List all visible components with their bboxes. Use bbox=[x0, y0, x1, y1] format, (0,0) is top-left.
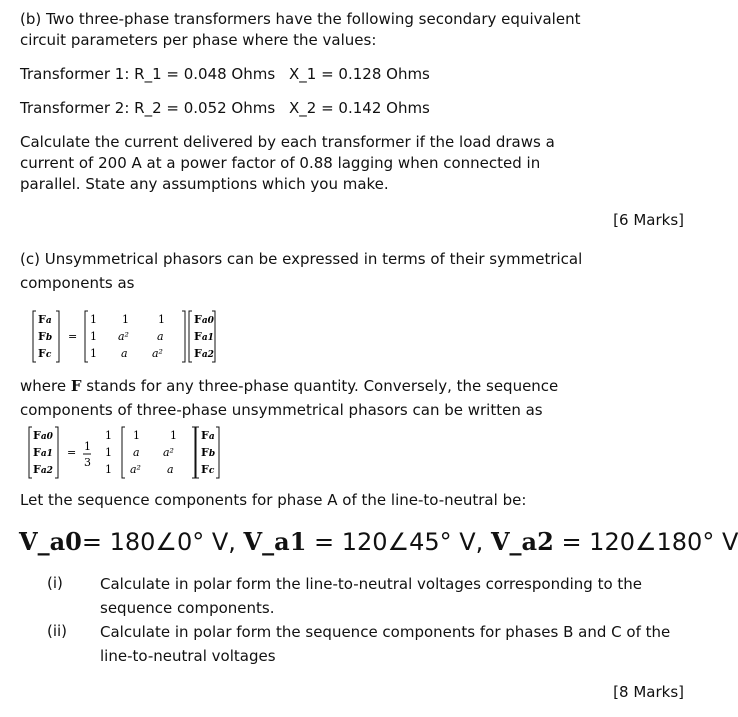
item-2-text: Calculate in polar form the sequence components for phases B and C of the line-to-neutral voltages bbox=[100, 623, 671, 665]
eq-v0-value: = 180∠0° V, bbox=[81, 528, 244, 556]
part-c-where bbox=[20, 374, 600, 422]
m1-cell: 1 bbox=[122, 313, 129, 326]
fraction-numerator: 1 bbox=[84, 440, 91, 453]
item-1-number: (i) bbox=[47, 574, 63, 592]
part-c-intro: (c) Unsymmetrical phasors can be expressed in terms of their symmetrical components as bbox=[20, 250, 583, 292]
m2-cell: 1 bbox=[133, 429, 140, 442]
where-prefix: where bbox=[20, 377, 71, 395]
m1-cell: a² bbox=[118, 330, 129, 343]
m2-cell: 1 bbox=[170, 429, 177, 442]
rhs-fc: Fc bbox=[201, 463, 215, 476]
sequence-voltage-equation bbox=[19, 527, 738, 556]
m2-cell: 1 bbox=[105, 446, 112, 459]
lhs-fa0: Fa0 bbox=[33, 429, 53, 442]
rhs-fa: Fa bbox=[201, 429, 215, 442]
transformer-2-reactance: X_2 = 0.142 Ohms bbox=[289, 99, 430, 117]
fraction-denominator: 3 bbox=[84, 456, 91, 469]
transformer-2-resistance: Transformer 2: R_2 = 0.052 Ohms bbox=[20, 99, 276, 117]
m2-cell: a² bbox=[130, 463, 141, 476]
m2-cell: 1 bbox=[105, 463, 112, 476]
part-b-marks: [6 Marks] bbox=[613, 211, 684, 229]
symmetrical-components-matrix bbox=[30, 309, 230, 365]
transformer-1-reactance: X_1 = 0.128 Ohms bbox=[289, 65, 430, 83]
eq-v1-value: = 120∠45° V, bbox=[306, 528, 491, 556]
equals-sign: = bbox=[67, 446, 77, 459]
lhs-fb: Fb bbox=[38, 330, 53, 343]
m2-cell: a² bbox=[163, 446, 174, 459]
m1-cell: 1 bbox=[90, 313, 97, 326]
transformer-1-resistance: Transformer 1: R_1 = 0.048 Ohms bbox=[20, 65, 276, 83]
part-c-let: Let the sequence components for phase A of the line-to-neutral be: bbox=[20, 491, 527, 509]
m2-cell: a bbox=[167, 463, 174, 476]
where-symbol: F bbox=[70, 377, 82, 395]
eq-v2-label: V_a2 bbox=[490, 527, 554, 556]
where-rest: stands for any three-phase quantity. Conversely, the sequence components of three-phase unsymmetrical phasors can be written as bbox=[20, 377, 559, 419]
part-b-question: Calculate the current delivered by each transformer if the load draws a current of 200 A at a power factor of 0.88 lagging when connected in parallel. State any assumptions which you make. bbox=[20, 133, 555, 193]
sequence-components-matrix bbox=[27, 425, 227, 481]
item-2-number: (ii) bbox=[47, 622, 68, 640]
m1-cell: a² bbox=[152, 347, 163, 360]
eq-v2-value: = 120∠180° V bbox=[553, 528, 738, 556]
rhs-fb: Fb bbox=[201, 446, 216, 459]
m1-cell: 1 bbox=[90, 330, 97, 343]
equals-sign: = bbox=[68, 330, 78, 343]
part-c-marks: [8 Marks] bbox=[613, 683, 684, 701]
rhs-fa0: Fa0 bbox=[194, 313, 214, 326]
lhs-fa2: Fa2 bbox=[33, 463, 53, 476]
eq-v0-label: V_a0 bbox=[19, 527, 82, 556]
rhs-fa2: Fa2 bbox=[194, 347, 214, 360]
lhs-fa: Fa bbox=[38, 313, 52, 326]
m2-cell: 1 bbox=[105, 429, 112, 442]
lhs-fc: Fc bbox=[38, 347, 52, 360]
lhs-fa1: Fa1 bbox=[33, 446, 53, 459]
item-1-text: Calculate in polar form the line-to-neutral voltages corresponding to the sequence components. bbox=[100, 575, 643, 617]
eq-v1-label: V_a1 bbox=[243, 527, 307, 556]
part-b-intro: (b) Two three-phase transformers have the following secondary equivalent circuit parameters per phase where the values: bbox=[20, 10, 581, 49]
m1-cell: a bbox=[121, 347, 128, 360]
rhs-fa1: Fa1 bbox=[194, 330, 214, 343]
m1-cell: 1 bbox=[158, 313, 165, 326]
m1-cell: a bbox=[157, 330, 164, 343]
m2-cell: a bbox=[133, 446, 140, 459]
m1-cell: 1 bbox=[90, 347, 97, 360]
